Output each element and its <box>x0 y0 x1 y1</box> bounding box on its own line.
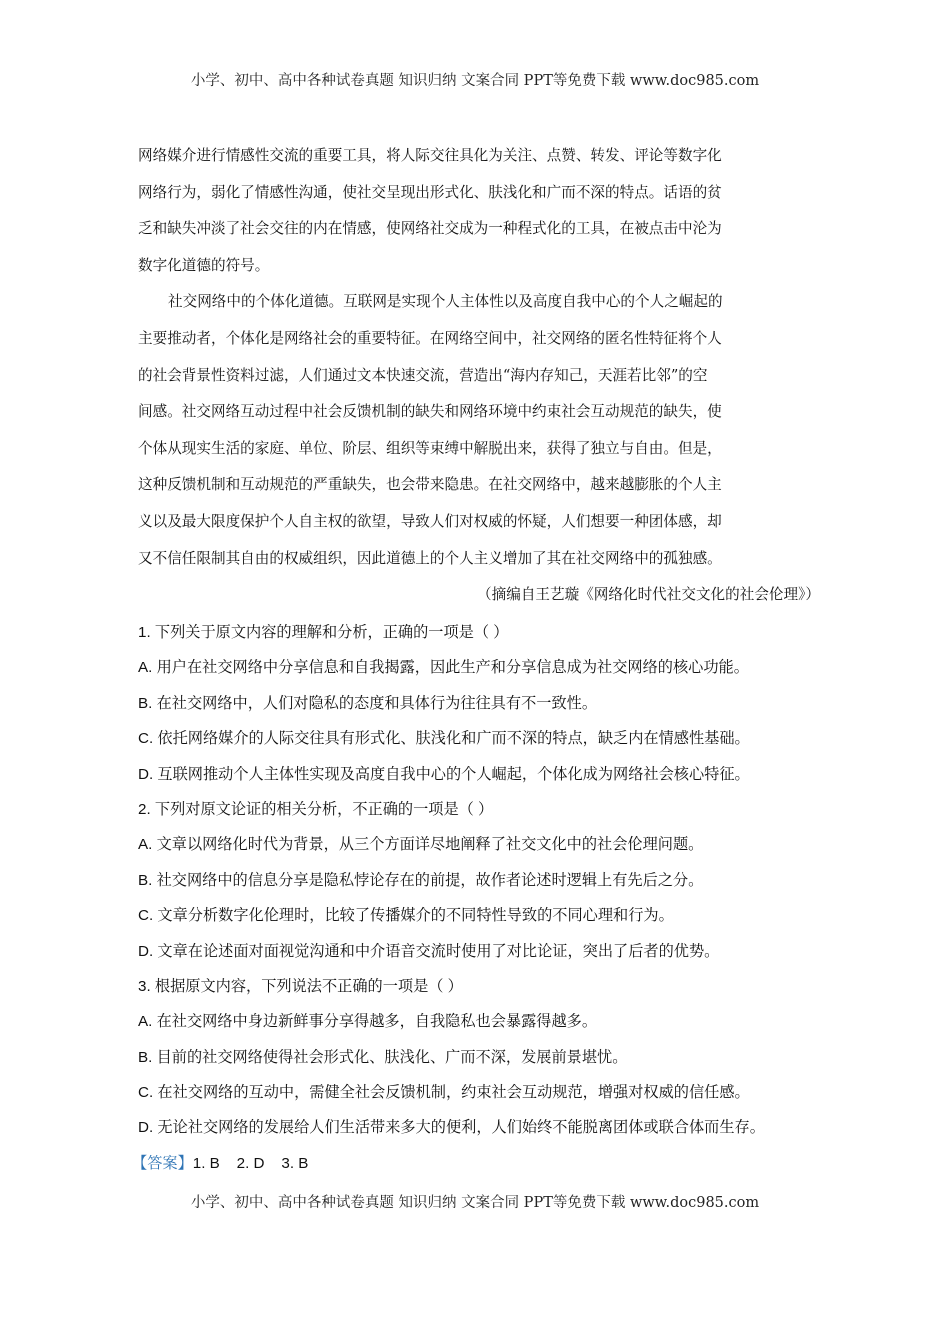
question-stem: 3. 根据原文内容，下列说法不正确的一项是（ ） <box>138 977 463 995</box>
question-option: B. 目前的社交网络使得社会形式化、肤浅化、广而不深，发展前景堪忧。 <box>138 1048 628 1066</box>
passage-line: 网络媒介进行情感性交流的重要工具，将人际交往具化为关注、点赞、转发、评论等数字化 <box>138 147 722 164</box>
passage-line: 社交网络中的个体化道德。互联网是实现个人主体性以及高度自我中心的个人之崛起的 <box>168 293 723 311</box>
question-option: A. 在社交网络中身边新鲜事分享得越多，自我隐私也会暴露得越多。 <box>138 1013 598 1031</box>
passage <box>138 138 820 614</box>
question-option: B. 社交网络中的信息分享是隐私悖论存在的前提，故作者论述时逻辑上有先后之分。 <box>138 871 704 889</box>
passage-line: 义以及最大限度保护个人自主权的欲望，导致人们对权威的怀疑，人们想要一种团体感，却 <box>138 512 722 530</box>
question-option: A. 文章以网络化时代为背景，从三个方面详尽地阐释了社交文化中的社会伦理问题。 <box>138 836 704 854</box>
question-option: D. 无论社交网络的发展给人们生活带来多大的便利，人们始终不能脱离团体或联合体而生存。 <box>138 1119 765 1137</box>
answer-line <box>132 1146 838 1181</box>
passage-line: 数字化道德的符号。 <box>138 256 270 274</box>
question-option: D. 互联网推动个人主体性实现及高度自我中心的个人崛起，个体化成为网络社会核心特征。 <box>138 765 750 783</box>
question-stem: 1. 下列关于原文内容的理解和分析，正确的一项是（ ） <box>138 624 509 641</box>
question-stem: 2. 下列对原文论证的相关分析，不正确的一项是（ ） <box>138 800 494 818</box>
passage-line: 乏和缺失冲淡了社会交往的内在情感，使网络社交成为一种程式化的工具，在被点击中沦为 <box>138 220 722 238</box>
passage-line: 的社会背景性资料过滤，人们通过文本快速交流，营造出“海内存知己，天涯若比邻”的空 <box>138 366 708 384</box>
question-option: C. 依托网络媒介的人际交往具有形式化、肤浅化和广而不深的特点，缺乏内在情感性基础。 <box>138 730 750 748</box>
passage-line: 主要推动者，个体化是网络社会的重要特征。在网络空间中，社交网络的匿名性特征将个人 <box>138 329 722 347</box>
question-option: D. 文章在论述面对面视觉沟通和中介语音交流时使用了对比论证，突出了后者的优势。 <box>138 942 720 960</box>
passage-line: 这种反馈机制和互动规范的严重缺失，也会带来隐患。在社交网络中，越来越膨胀的个人主 <box>138 476 722 494</box>
questions <box>132 615 838 1181</box>
passage-line: 间感。社交网络互动过程中社会反馈机制的缺失和网络环境中约束社会互动规范的缺失，使 <box>138 403 722 421</box>
passage-line: 个体从现实生活的家庭、单位、阶层、组织等束缚中解脱出来，获得了独立与自由。但是， <box>138 439 722 457</box>
question-option: C. 在社交网络的互动中，需健全社会反馈机制，约束社会互动规范，增强对权威的信任感。 <box>138 1084 750 1102</box>
answer-text: 1. B 2. D 3. B <box>192 1154 309 1172</box>
citation: （摘编自王艺璇《网络化时代社交文化的社会伦理》） <box>477 586 820 604</box>
page-header: 小学、初中、高中各种试卷真题 知识归纳 文案合同 PPT等免费下载 www.doc985.com <box>190 73 760 89</box>
question-option: A. 用户在社交网络中分享信息和自我揭露，因此生产和分享信息成为社交网络的核心功能。 <box>138 659 749 677</box>
question-option: B. 在社交网络中，人们对隐私的态度和具体行为往往具有不一致性。 <box>138 694 598 712</box>
answer-label: 【答案】 <box>132 1154 193 1172</box>
question-option: C. 文章分析数字化伦理时，比较了传播媒介的不同特性导致的不同心理和行为。 <box>138 907 674 925</box>
passage-line: 又不信任限制其自由的权威组织，因此道德上的个人主义增加了其在社交网络中的孤独感。 <box>138 549 722 567</box>
page-footer: 小学、初中、高中各种试卷真题 知识归纳 文案合同 PPT等免费下载 www.doc985.com <box>190 1195 760 1211</box>
passage-line: 网络行为，弱化了情感性沟通，使社交呈现出形式化、肤浅化和广而不深的特点。话语的贫 <box>138 183 722 201</box>
